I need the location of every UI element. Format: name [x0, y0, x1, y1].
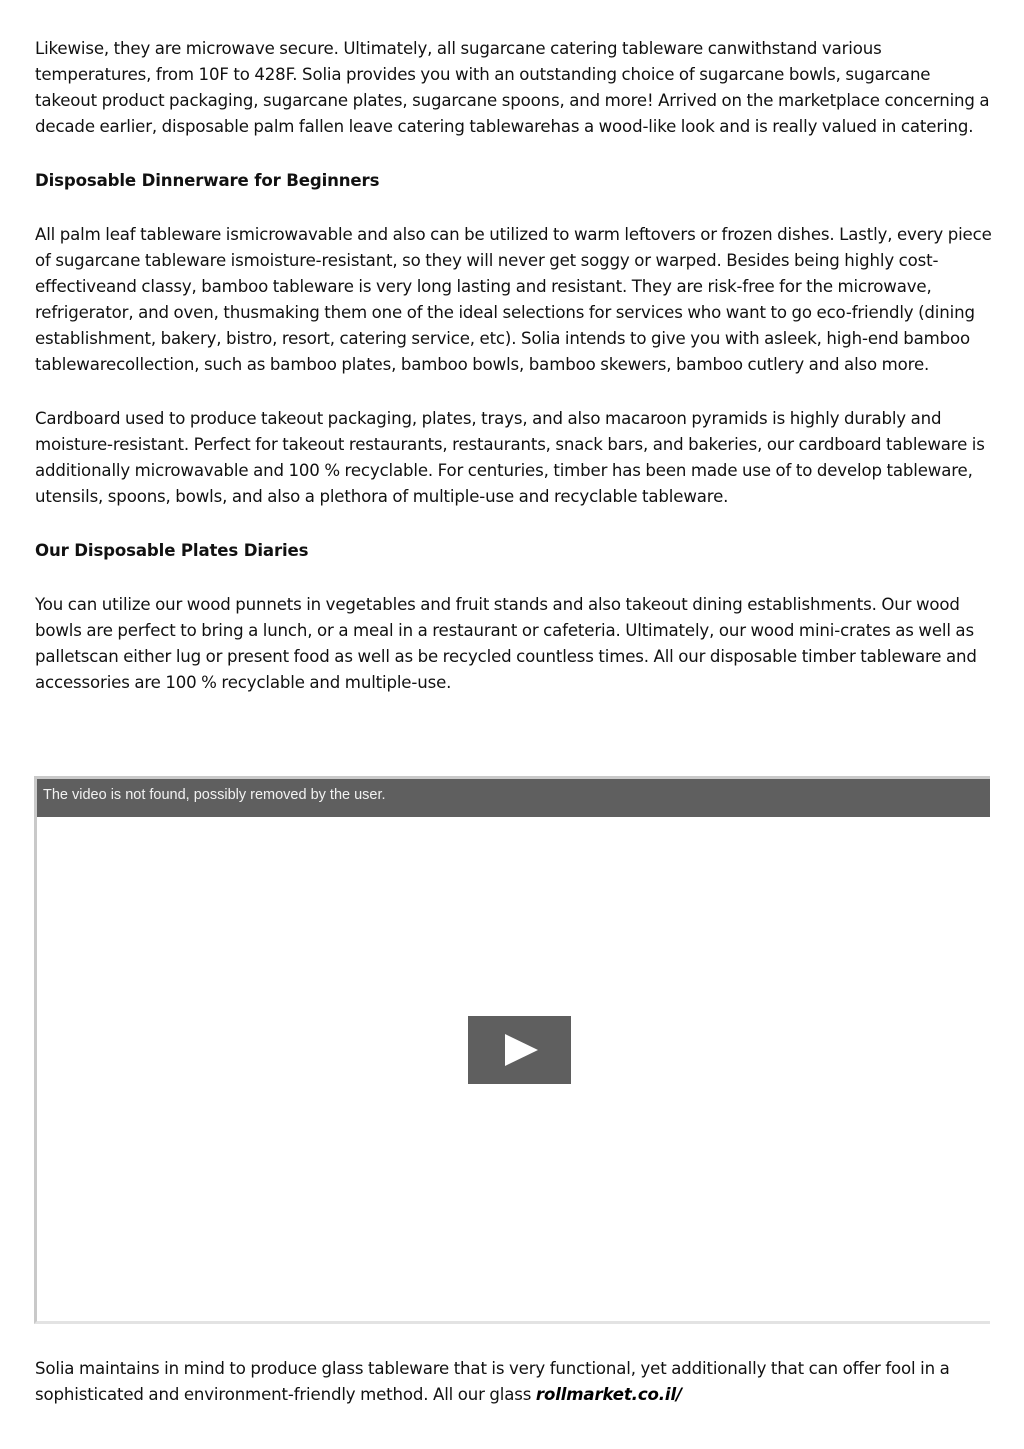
video-title-bar — [37, 779, 990, 817]
heading-disposable-plates: Our Disposable Plates Diaries — [35, 541, 309, 560]
play-button[interactable] — [468, 1016, 571, 1084]
article-body — [35, 36, 995, 724]
paragraph-sugarcane: Likewise, they are microwave secure. Ultimately, all sugarcane catering tableware canwithstand various temperatures, from 10F to 428F. Solia provides you with an outstanding choice of sugarcane bowls, sugarcane takeout product packaging, sugarcane plates, sugarcane spoons, and more! Arrived on the marketplace concerning a decade earlier, disposable palm fallen leave catering tablewarehas a wood-like look and is really valued in catering. — [35, 39, 990, 136]
heading-disposable-dinnerware: Disposable Dinnerware for Beginners — [35, 171, 380, 190]
footer-text: Solia maintains in mind to produce glass tableware that is very functional, yet additionally that can offer fool in a sophisticated and environment-friendly method. All our glass — [35, 1359, 950, 1404]
play-icon — [505, 1034, 538, 1066]
paragraph-cardboard: Cardboard used to produce takeout packaging, plates, trays, and also macaroon pyramids is highly durably and moisture-resistant. Perfect for takeout restaurants, restaurants, snack bars, and bakeries, our cardboard tableware is additionally microwavable and 100 % recyclable. For centuries, timber has been made use of to develop tableware, utensils, spoons, bowls, and also a plethora of multiple-use and recyclable tableware. — [35, 409, 985, 506]
rollmarket-link[interactable]: rollmarket.co.il/ — [535, 1385, 682, 1404]
video-error-message: The video is not found, possibly removed by the user. — [43, 787, 386, 803]
footer-paragraph — [35, 1356, 995, 1408]
video-player[interactable] — [34, 776, 990, 1324]
paragraph-wood: You can utilize our wood punnets in vegetables and fruit stands and also takeout dining establishments. Our wood bowls are perfect to bring a lunch, or a meal in a restaurant or cafeteria. Ultimately, our wood mini-crates as well as palletscan either lug or present food as well as be recycled countless times. All our disposable timber tableware and accessories are 100 % recyclable and multiple-use. — [35, 595, 977, 692]
paragraph-palm-bamboo: All palm leaf tableware ismicrowavable and also can be utilized to warm leftovers or frozen dishes. Lastly, every piece of sugarcane tableware ismoisture-resistant, so they will never get soggy or warped. Besides being highly cost-effectiveand classy, bamboo tableware is very long lasting and resistant. They are risk-free for the microwave, refrigerator, and oven, thusmaking them one of the ideal selections for services who want to go eco-friendly (dining establishment, bakery, bistro, resort, catering service, etc). Solia intends to give you with asleek, high-end bamboo tablewarecollection, such as bamboo plates, bamboo bowls, bamboo skewers, bamboo cutlery and also more. — [35, 225, 992, 374]
